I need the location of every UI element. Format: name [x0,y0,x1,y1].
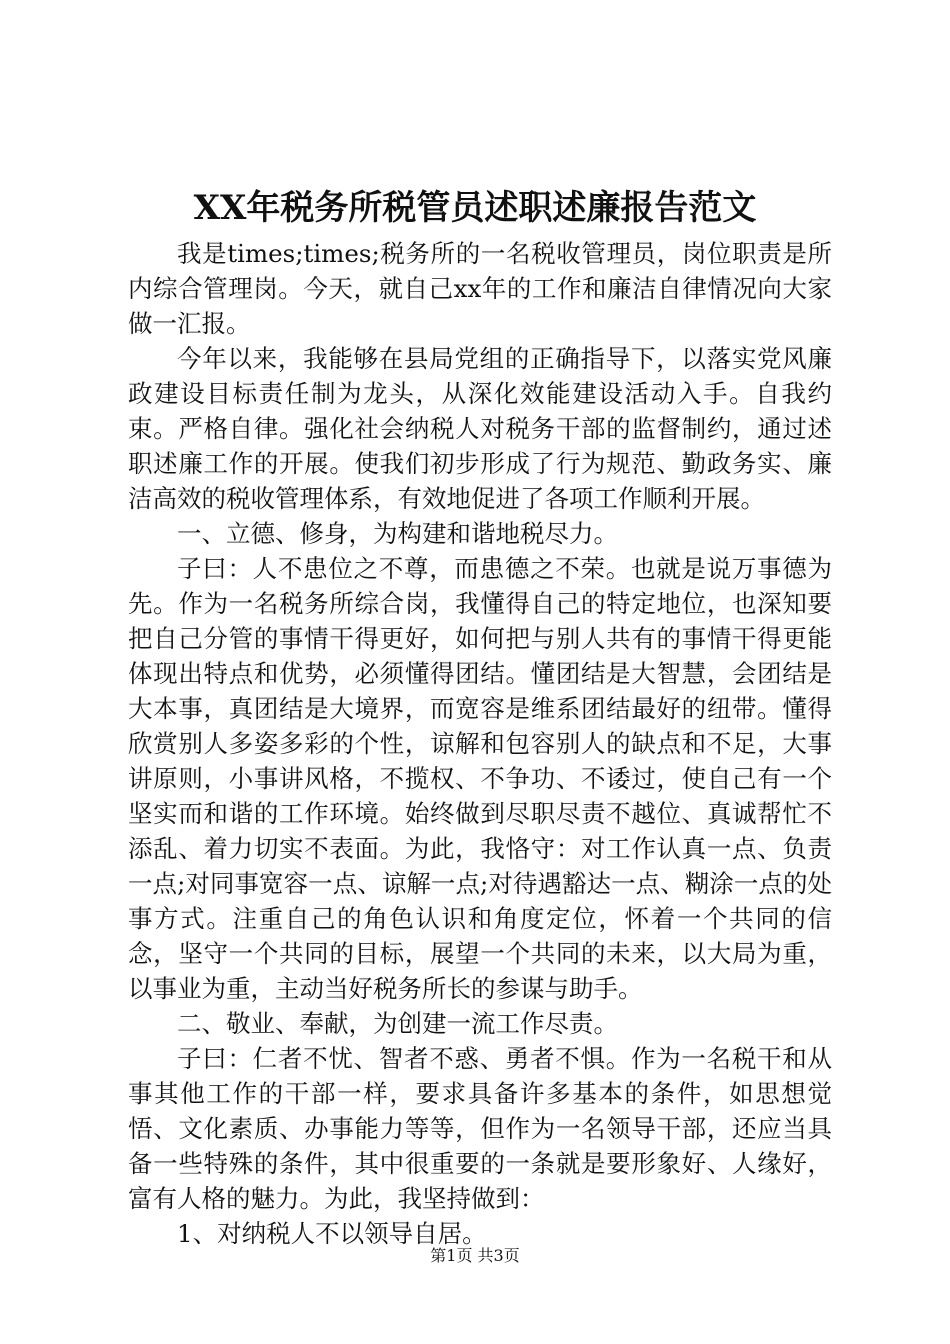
paragraph-section-1: 子曰：人不患位之不尊，而患德之不荣。也就是说万事德为先。作为一名税务所综合岗，我懂得自己的特定地位，也深知要把自己分管的事情干得更好，如何把与别人共有的事情干得更能体现出特点和优势，必须懂得团结。懂团结是大智慧，会团结是大本事，真团结是大境界，而宽容是维系团结最好的纽带。懂得欣赏别人多姿多彩的个性，谅解和包容别人的缺点和不足，大事讲原则，小事讲风格，不揽权、不争功、不诿过，使自己有一个坚实而和谐的工作环境。始终做到尽职尽责不越位、真诚帮忙不添乱、着力切实不表面。为此，我恪守：对工作认真一点、负责一点;对同事宽容一点、谅解一点;对待遇豁达一点、糊涂一点的处事方式。注重自己的角色认识和角度定位，怀着一个共同的信念，坚守一个共同的目标，展望一个共同的未来，以大局为重，以事业为重，主动当好税务所长的参谋与助手。 [128,554,832,1003]
section-heading-1: 一、立德、修身，为构建和谐地税尽力。 [177,519,618,548]
paragraph-section-2: 子曰：仁者不忧、智者不惑、勇者不惧。作为一名税干和从事其他工作的干部一样，要求具备许多基本的条件，如思想觉悟、文化素质、办事能力等等，但作为一名领导干部，还应当具备一些特殊的条件，其中很重要的一条就是要形象好、人缘好，富有人格的魅力。为此，我坚持做到： [128,1044,832,1213]
list-item-1: 1、对纳税人不以领导自居。 [177,1219,487,1248]
page-footer: 第1页 共3页 [430,1246,520,1265]
paragraph-intro: 我是times;times;税务所的一名税收管理员，岗位职责是所内综合管理岗。今天，就自己xx年的工作和廉洁自律情况向大家做一汇报。 [128,239,832,338]
document-title: XX年税务所税管员述职述廉报告范文 [193,188,757,228]
document-body [128,236,832,1251]
paragraph-overview: 今年以来，我能够在县局党组的正确指导下，以落实党风廉政建设目标责任制为龙头，从深化效能建设活动入手。自我约束。严格自律。强化社会纳税人对税务干部的监督制约，通过述职述廉工作的开展。使我们初步形成了行为规范、勤政务实、廉洁高效的税收管理体系，有效地促进了各项工作顺利开展。 [128,344,832,513]
section-heading-2: 二、敬业、奉献，为创建一流工作尽责。 [177,1009,618,1038]
